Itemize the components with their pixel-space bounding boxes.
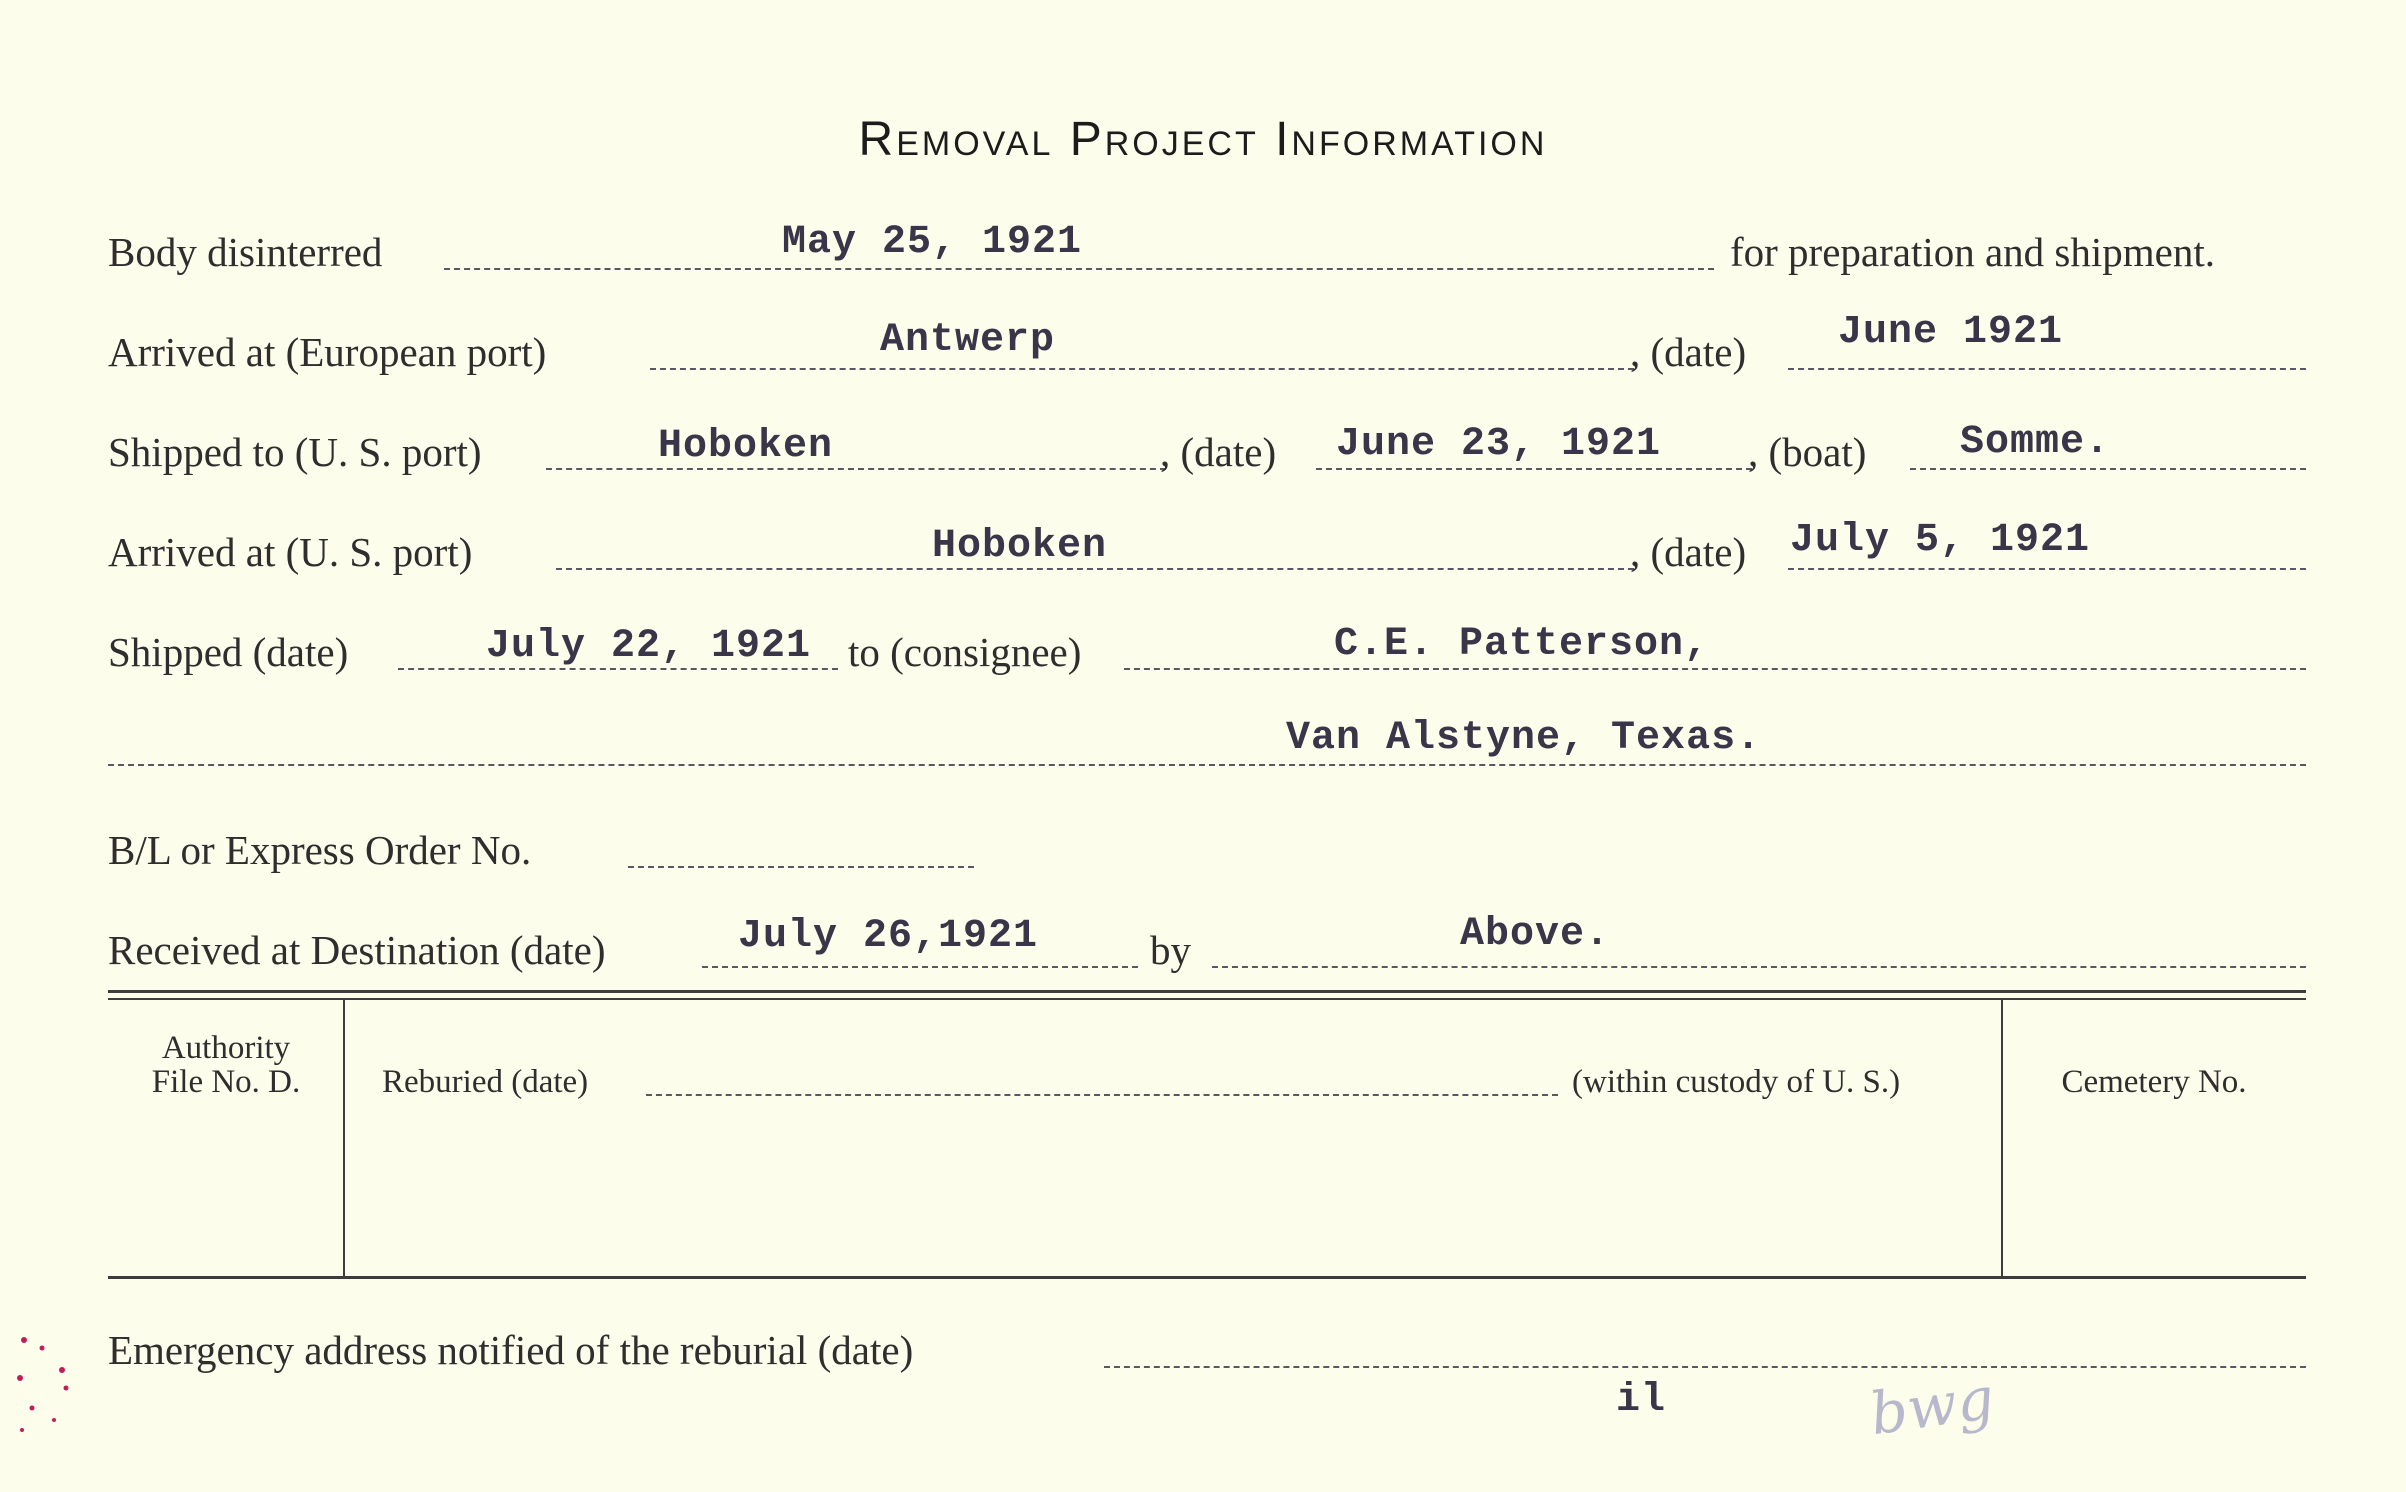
shipped-date-label: Shipped (date) (108, 629, 349, 675)
disinterred-label: Body disinterred (108, 229, 383, 275)
bl-label: B/L or Express Order No. (108, 827, 532, 873)
shipped-us-date: June 23, 1921 (1336, 422, 1662, 467)
emergency-line (1104, 1366, 2306, 1368)
received-by-label: by (1150, 927, 1191, 973)
consignee-address: Van Alstyne, Texas. (1286, 716, 1762, 761)
file-no-label: File No. D. (151, 1064, 301, 1100)
custody-label: (within custody of U. S.) (1572, 1064, 1901, 1100)
disinterred-value: May 25, 1921 (782, 220, 1083, 265)
arrived-eu-date-label: , (date) (1630, 329, 1747, 375)
arrived-eu-date-line (1788, 368, 2306, 370)
received-date: July 26,1921 (738, 914, 1039, 959)
arrived-us-date: July 5, 1921 (1790, 518, 2091, 563)
emergency-label: Emergency address notified of the reburial (date) (108, 1327, 914, 1373)
cemetery-label: Cemetery No. (2061, 1064, 2247, 1100)
arrived-eu-date: June 1921 (1838, 310, 2064, 355)
boat-value: Somme. (1960, 420, 2111, 465)
consignee-line (1124, 668, 2306, 670)
arrived-eu-line (650, 368, 1634, 370)
shipped-us-line (546, 468, 1166, 470)
boat-line (1910, 468, 2306, 470)
reburied-label: Reburied (date) (382, 1064, 589, 1100)
shipped-us-port: Hoboken (658, 424, 834, 469)
table-top-rule-2 (108, 998, 2306, 1000)
address-line (108, 764, 2306, 766)
arrived-us-label: Arrived at (U. S. port) (108, 529, 473, 575)
shipped-date: July 22, 1921 (486, 624, 812, 669)
received-by: Above. (1460, 912, 1611, 957)
boat-label: , (boat) (1748, 429, 1867, 475)
arrived-us-port: Hoboken (932, 524, 1108, 569)
table-bottom-rule (108, 1276, 2306, 1279)
shipped-us-label: Shipped to (U. S. port) (108, 429, 482, 475)
table-top-rule (108, 990, 2306, 993)
disinterred-line (444, 268, 1714, 270)
arrived-eu-port: Antwerp (880, 318, 1056, 363)
bl-line (628, 866, 974, 868)
reburied-line (646, 1094, 1558, 1096)
shipped-us-date-label: , (date) (1160, 429, 1277, 475)
received-by-line (1212, 966, 2306, 968)
table-divider-right (2001, 1000, 2003, 1276)
received-date-line (702, 966, 1138, 968)
consignee-label: to (consignee) (848, 629, 1082, 675)
page-title: Removal Project Information (858, 113, 1548, 166)
arrived-us-date-label: , (date) (1630, 529, 1747, 575)
handwritten-initials: bwg (1865, 1363, 1999, 1449)
arrived-us-date-line (1788, 568, 2306, 570)
received-label: Received at Destination (date) (108, 927, 606, 973)
ink-stamp-mark (12, 1330, 72, 1446)
authority-label: Authority (161, 1030, 291, 1066)
consignee-value: C.E. Patterson, (1334, 622, 1710, 667)
shipped-us-date-line (1316, 468, 1752, 470)
file-code: il (1616, 1378, 1667, 1423)
arrived-eu-label: Arrived at (European port) (108, 329, 547, 375)
disinterred-suffix: for preparation and shipment. (1730, 229, 2216, 275)
